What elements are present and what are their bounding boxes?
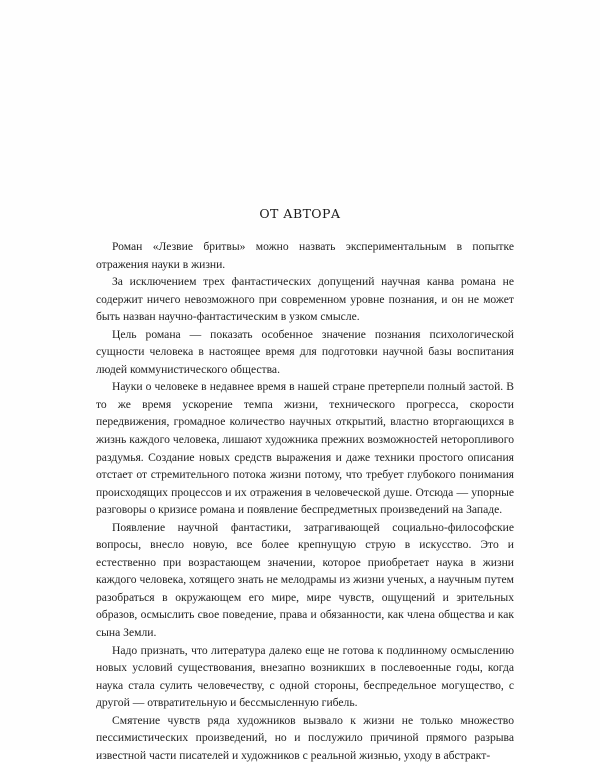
body-text (96, 238, 514, 764)
page-title: ОТ АВТОРА (259, 206, 341, 221)
paragraph: Цель романа — показать особенное значение познания психологической сущности человека в настоящее время для подготовки научной базы воспитания людей коммунистического общества. (96, 327, 514, 376)
paragraph: Появление научной фантастики, затрагивающей социально-философские вопросы, внесло новую, все более крепнущую струю в искусство. Это и естественно при возрастающем значении, которое приобретает наука в жизни каждого человека, хотящего знать не мелодрамы из жизни ученых, а научным путем разобраться в окружающем его мире, мире чувств, ощущений и зрительных образов, осмыслить свое поведение, права и обязанности, как члена общества и как сына Земли. (96, 520, 514, 640)
paragraph: Надо признать, что литература далеко еще не готова к подлинному осмыслению новых условий существования, внезапно возникших в послевоенные годы, когда наука стала сулить человечеству, с одной стороны, беспредельное могущество, с другой — отвратительную и бессмысленную гибель. (96, 643, 514, 710)
paragraph: За исключением трех фантастических допущений научная канва романа не содержит ничего невозможного при современном уровне познания, и он не может быть назван научно-фантастическим в узком смысле. (96, 275, 514, 324)
paragraph: Роман «Лезвие бритвы» можно назвать экспериментальным в попытке отражения науки в жизни. (96, 240, 514, 271)
paragraph: Смятение чувств ряда художников вызвало к жизни не только множество пессимистических произведений, но и послужило причиной прямого разрыва известной части писателей и художников с реальной жизнью, уходу в абстракт- (96, 713, 514, 762)
paragraph: Науки о человеке в недавнее время в нашей стране претерпели полный застой. В то же время ускорение темпа жизни, технического прогресса, скорости передвижения, громадное количество научных открытий, властно вторгающихся в жизнь каждого человека, лишают художника прежних возможностей неторопливого раздумья. Создание новых средств выражения и даже техники простого описания отстает от стремительного потока жизни потому, что требует глубокого понимания происходящих процессов и их отражения в человеческой душе. Отсюда — упорные разговоры о кризисе романа и появление беспредметных произведений на Западе. (96, 380, 514, 517)
